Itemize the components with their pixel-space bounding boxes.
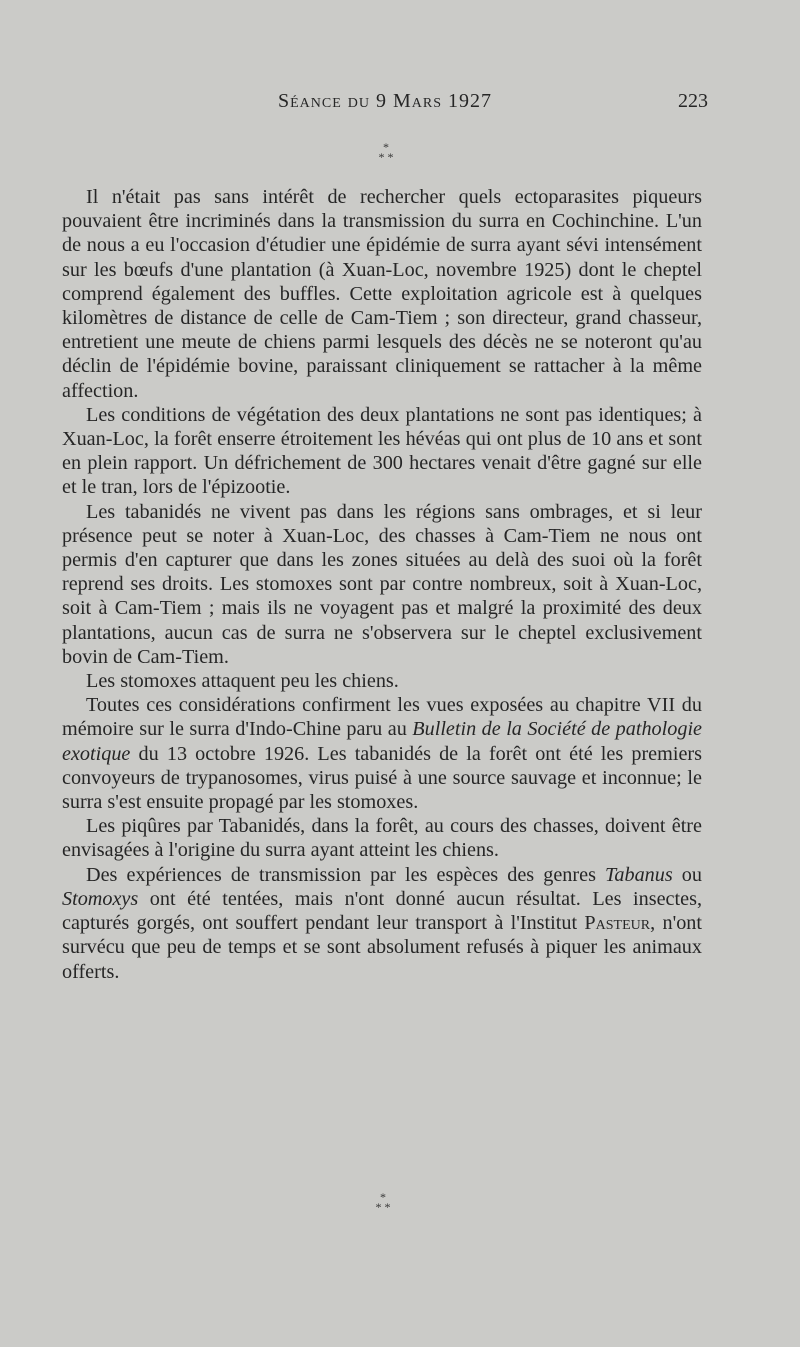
ornament-star-single: * [380, 1190, 386, 1204]
ornament-star-pair: * * [375, 1200, 391, 1214]
p5-text-after: du 13 octobre 1926. Les tabanidés de la forêt ont été les premiers convoyeurs de trypanosomes, virus puisé à une source sauvage et inconnue; le surra s'est ensuite propagé par les stomoxes. [62, 742, 702, 814]
paragraph-5 [62, 693, 702, 814]
genus-stomoxys: Stomoxys [62, 887, 139, 910]
section-ornament-top [336, 142, 436, 162]
paragraph-6: Les piqûres par Tabanidés, dans la forêt, au cours des chasses, doivent être envisagées à l'origine du surra ayant atteint les chiens. [62, 815, 702, 862]
paragraph-1: Il n'était pas sans intérêt de rechercher quels ectoparasites piqueurs pouvaient être incriminés dans la transmission du surra en Cochinchine. L'un de nous a eu l'occasion d'étudier une épidémie de surra ayant sévi intensément sur les bœufs d'une plantation (à Xuan-Loc, novembre 1925) dont le cheptel comprend également des buffles. Cette exploitation agricole est à quelques kilomètres de distance de celle de Cam-Tiem ; son directeur, grand chasseur, entretient une meute de chiens parmi lesquels des décès ne se noteront qu'au déclin de l'épidémie bovine, paraissant cliniquement se rattacher à la même affection. [62, 186, 702, 402]
running-head: Séance du 9 Mars 1927 [277, 90, 493, 112]
ornament-star-pair: * * [378, 150, 394, 164]
p7-text-after1: ont été tentées, mais n'ont donné aucun résultat. Les insectes, capturés gorgés, ont souffert pendant leur transport à l'Institut [62, 887, 702, 935]
institute-name: Pasteur [584, 912, 651, 935]
paragraph-3: Les tabanidés ne vivent pas dans les régions sans ombrages, et si leur présence peut se noter à Xuan-Loc, des chasses à Cam-Tiem ne nous ont permis d'en capturer que dans les zones situées au delà des suoi où la forêt reprend ses droits. Les stomoxes sont par contre nombreux, soit à Xuan-Loc, soit à Cam-Tiem ; mais ils ne voyagent pas et malgré la proximité des deux plantations, aucun cas de surra ne s'observera sur le cheptel exclusivement bovin de Cam-Tiem. [62, 500, 702, 668]
p7-text-mid: ou [672, 863, 702, 886]
section-ornament-bottom [333, 1192, 433, 1212]
paragraph-2: Les conditions de végétation des deux plantations ne sont pas identiques; à Xuan-Loc, la forêt enserre étroitement les hévéas qui ont plus de 10 ans et sont en plein rapport. Un défrichement de 300 hectares venait d'être gagné sur elle et le tran, lors de l'épizootie. [62, 403, 702, 499]
genus-tabanus: Tabanus [605, 863, 673, 886]
ornament-star-single: * [383, 140, 389, 154]
paragraph-7 [62, 863, 702, 984]
p7-text-before: Des expériences de transmission par les espèces des genres [86, 863, 606, 886]
page-number: 223 [678, 90, 708, 112]
p7-text-after2: , n'ont survécu que peu de temps et se sont absolument refusés à piquer les animaux offerts. [62, 912, 702, 983]
p5-text-before: Toutes ces considérations confirment les vues exposées au chapitre VII du mémoire sur le surra d'Indo-Chine paru au [62, 694, 702, 741]
paragraph-4: Les stomoxes attaquent peu les chiens. [86, 670, 399, 693]
body-text [62, 185, 702, 984]
journal-title: Bulletin de la Société de pathologie exotique [62, 718, 703, 765]
page-header [62, 90, 708, 120]
